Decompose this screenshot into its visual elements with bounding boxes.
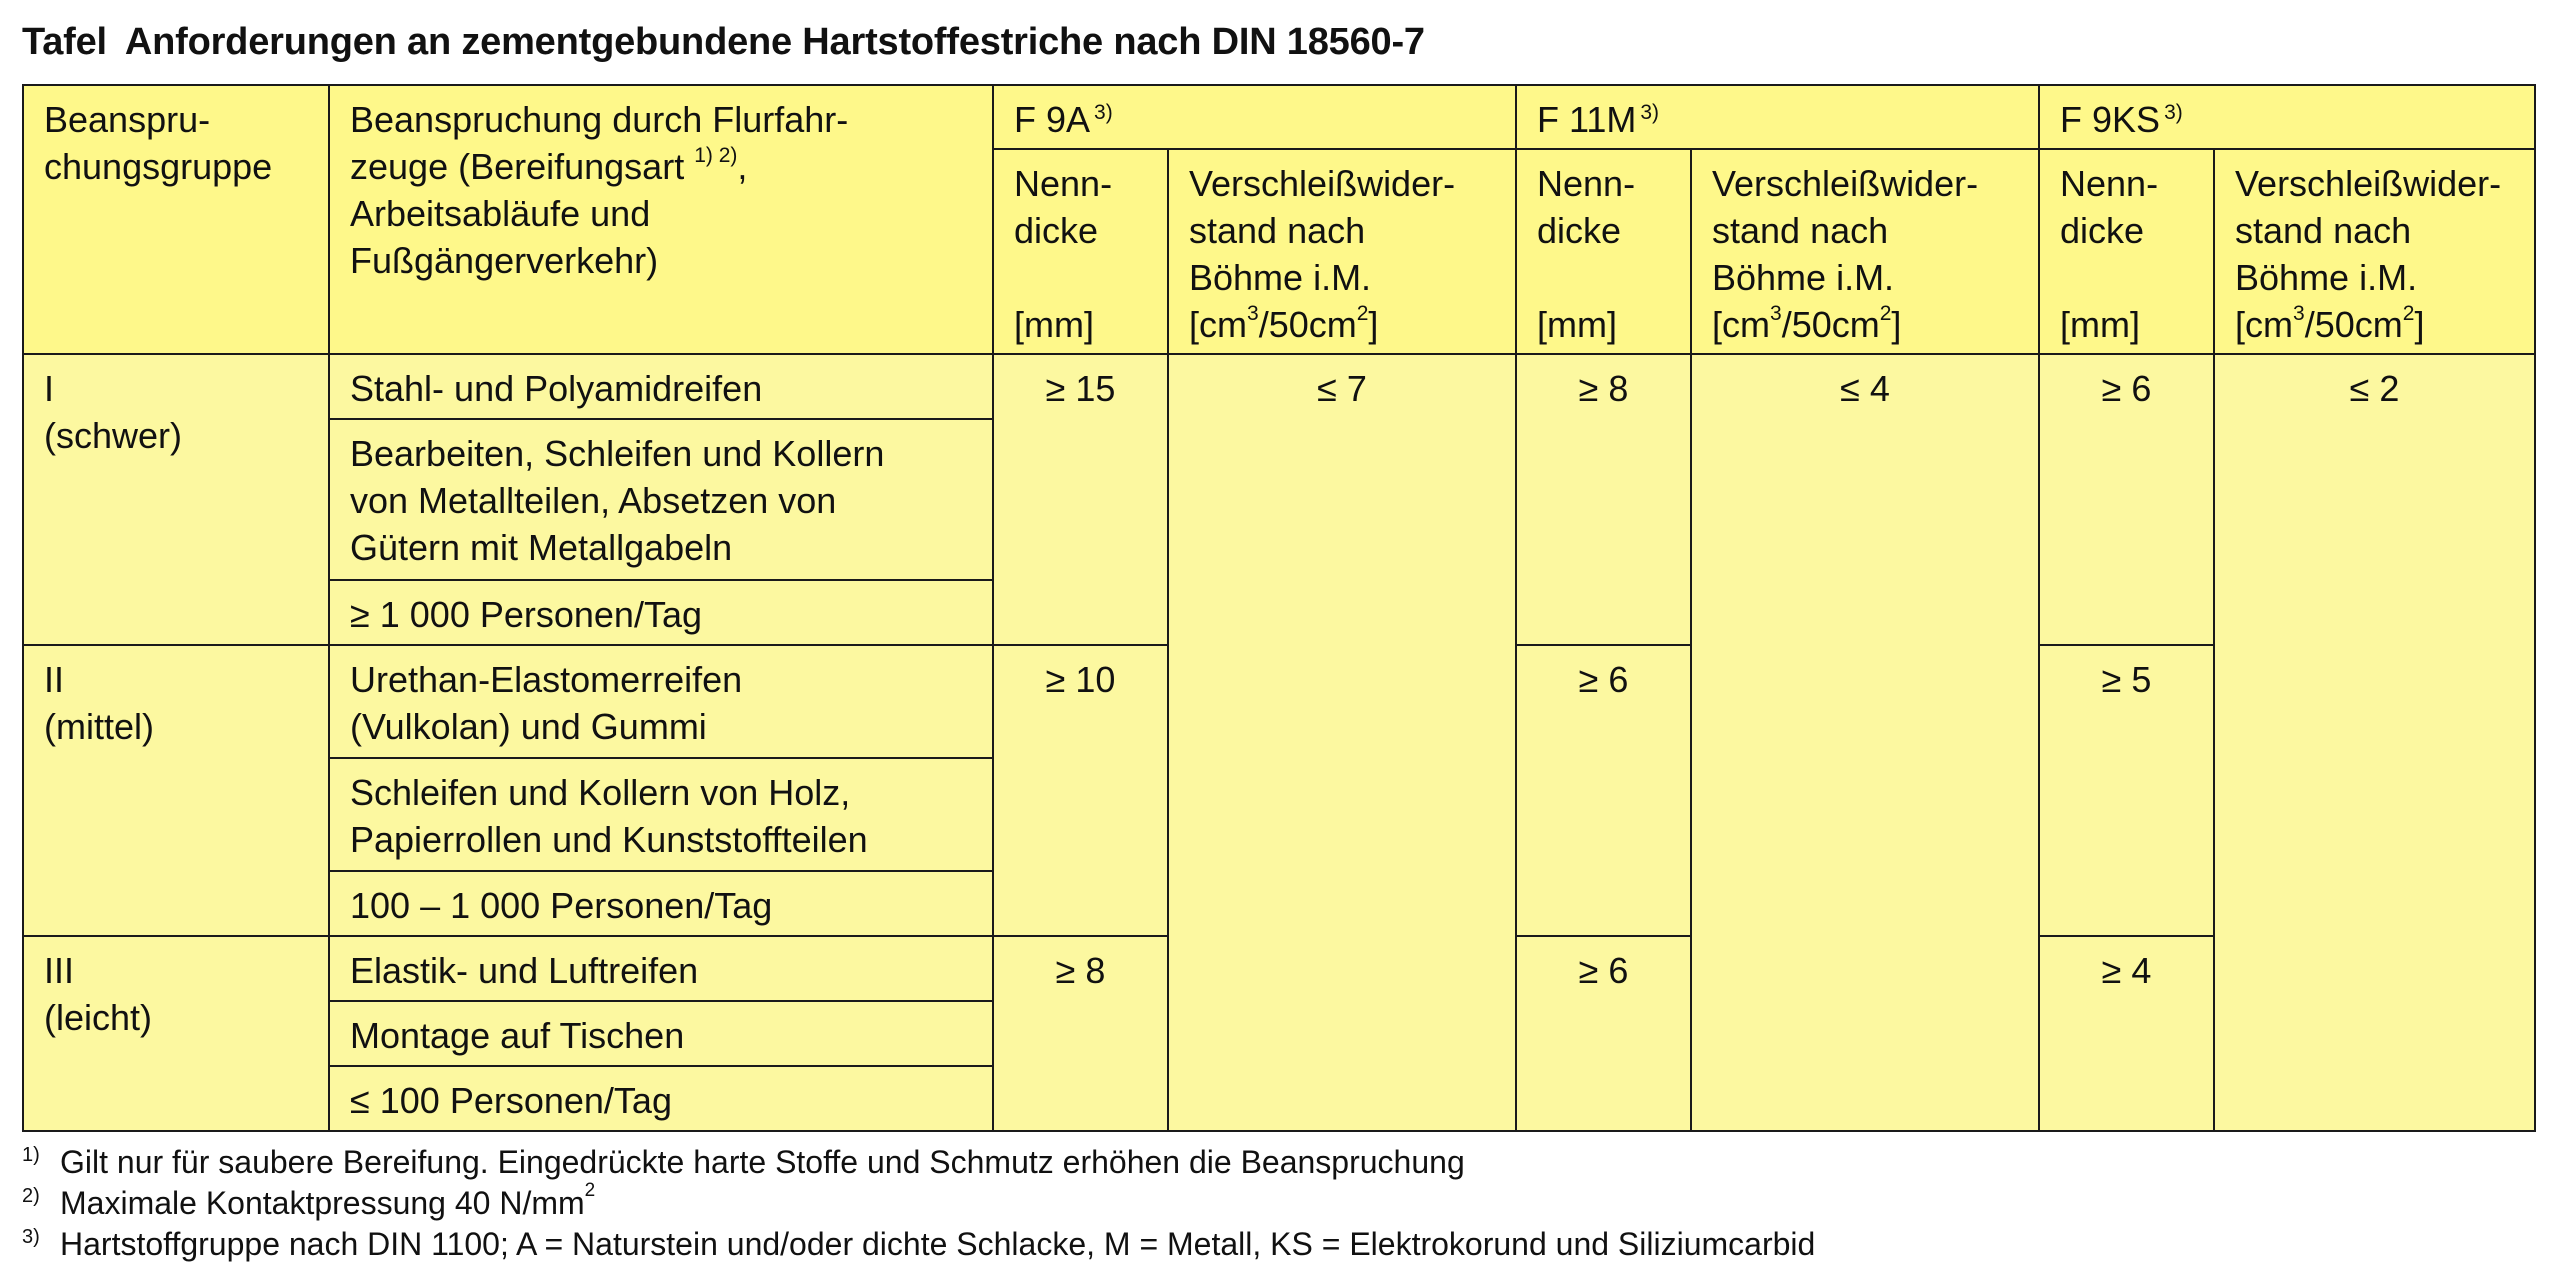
wear-label-3: Böhme i.M. [1712,257,1895,298]
wear-unit-sup2: 2 [1356,302,1369,325]
group-name: III [44,949,75,991]
nenn-header-f9ks [2039,149,2214,354]
wear-unit-b: /50cm [1258,304,1357,345]
load-line: Urethan-Elastomerreifen [350,658,743,700]
nenn-value-f11m: ≥ 8 [1516,354,1691,645]
wear-label-1: Verschleißwider- [1189,163,1456,204]
load-line: Montage auf Tischen [350,1014,685,1056]
grade-header-f9ks [2039,85,2535,149]
wear-label-1: Verschleißwider- [2235,163,2502,204]
footnote-3 [22,1224,2522,1265]
nenn-label-1: Nenn- [1014,163,1113,204]
grade-note-f11m: 3) [1640,101,1660,124]
title-text: Anforderungen an zementgebundene Hartstoffestriche nach DIN 18560-7 [124,21,1425,63]
group-name: I [44,368,55,409]
header-desc-line2 [350,143,972,190]
header-desc-line1: Beanspruchung durch Flurfahr- [350,99,849,140]
wear-unit-c: ] [2414,304,2425,345]
footnote-text: Hartstoffgruppe nach DIN 1100; A = Naturstein und/oder dichte Schlacke, M = Metall, KS = Elektrokorund und Siliziumcarbid [60,1226,1816,1262]
wear-unit-a: [cm [1712,304,1770,345]
wear-unit [1712,301,2018,348]
header-group-line2: chungsgruppe [44,146,273,187]
load-description [329,419,993,580]
wear-unit-sup1: 3 [2293,302,2305,325]
footnote-mark: 3) [22,1226,40,1248]
table-title [22,22,1425,64]
wear-label-3: Böhme i.M. [1189,257,1372,298]
footnote-text-wrap [60,1180,596,1224]
wear-value-f11m: ≤ 4 [1691,354,2039,1131]
group-level: (mittel) [44,705,154,747]
wear-unit-b: /50cm [1781,304,1880,345]
footnote-text: Gilt nur für saubere Bereifung. Eingedrückte harte Stoffe und Schmutz erhöhen die Beanspruchung [60,1144,1465,1180]
load-description [329,871,993,936]
group-cell-2 [23,645,329,936]
wear-label-2: stand nach [1189,210,1366,251]
footnotes [22,1142,2522,1265]
grade-header-f9a [993,85,1516,149]
footnote-2 [22,1180,2522,1224]
load-description [329,580,993,645]
header-desc-footnote-ref: 1) 2) [694,144,738,167]
grade-note-f9ks: 3) [2164,101,2183,124]
nenn-label-2: dicke [1014,210,1099,251]
wear-unit-sup2: 2 [1879,302,1892,325]
wear-unit-sup1: 3 [1247,302,1259,325]
grade-note-f9a: 3) [1094,101,1113,124]
footnote-mark: 2) [22,1185,40,1207]
header-desc-line3: Arbeitsabläufe und [350,193,651,234]
load-line: Papierrollen und Kunststoffteilen [350,818,868,860]
nenn-value-f9a: ≥ 8 [993,936,1168,1131]
grade-name-f9ks: F 9KS [2060,99,2161,140]
header-desc-line4: Fußgängerverkehr) [350,240,659,281]
group-cell-3 [23,936,329,1131]
group-level: (schwer) [44,415,183,456]
load-line: Gütern mit Metallgabeln [350,527,733,569]
wear-value-f9a: ≤ 7 [1168,354,1516,1131]
wear-unit-a: [cm [1189,304,1247,345]
group-name: II [44,658,65,700]
load-description [329,354,993,419]
load-line: Elastik- und Luftreifen [350,949,699,991]
load-description [329,1001,993,1066]
grade-name-f9a: F 9A [1014,99,1091,140]
grade-header-f11m [1516,85,2039,149]
nenn-value-f11m: ≥ 6 [1516,645,1691,936]
nenn-header-f9a [993,149,1168,354]
nenn-unit: [mm] [2060,304,2140,345]
wear-header-f9a [1168,149,1516,354]
footnote-mark: 1) [22,1144,40,1166]
group-cell-1 [23,354,329,645]
nenn-value-f9ks: ≥ 5 [2039,645,2214,936]
wear-header-f11m [1691,149,2039,354]
nenn-value-f9ks: ≥ 4 [2039,936,2214,1131]
header-desc-comma: , [737,146,748,187]
nenn-label-1: Nenn- [1537,163,1636,204]
load-line: ≤ 100 Personen/Tag [350,1079,672,1121]
load-line: (Vulkolan) und Gummi [350,705,707,747]
wear-unit [1189,301,1495,348]
wear-label-2: stand nach [2235,210,2412,251]
wear-label-3: Böhme i.M. [2235,257,2418,298]
load-line: Stahl- und Polyamidreifen [350,368,763,409]
footnote-text: Maximale Kontaktpressung 40 N/mm [60,1185,585,1221]
nenn-value-f9a: ≥ 10 [993,645,1168,936]
wear-unit-c: ] [1891,304,1902,345]
nenn-value-f9a: ≥ 15 [993,354,1168,645]
header-group-line1: Beanspru- [44,99,211,140]
load-line: Schleifen und Kollern von Holz, [350,771,851,813]
header-group-cell [23,85,329,354]
wear-unit-a: [cm [2235,304,2294,345]
title-lead: Tafel [22,21,107,63]
wear-unit-sup2: 2 [2402,302,2415,325]
load-line: 100 – 1 000 Personen/Tag [350,884,773,926]
nenn-label-2: dicke [2060,210,2145,251]
wear-value-f9ks: ≤ 2 [2214,354,2535,1131]
wear-unit-sup1: 3 [1770,302,1782,325]
wear-unit-b: /50cm [2304,304,2403,345]
load-description [329,645,993,758]
nenn-label-2: dicke [1537,210,1622,251]
header-desc-line2-text: zeuge (Bereifungsart [350,146,685,187]
wear-header-f9ks [2214,149,2535,354]
load-description [329,1066,993,1131]
grade-name-f11m: F 11M [1537,99,1637,140]
footnote-1 [22,1142,2522,1183]
wear-label-1: Verschleißwider- [1712,163,1979,204]
nenn-value-f11m: ≥ 6 [1516,936,1691,1131]
load-description [329,936,993,1001]
nenn-header-f11m [1516,149,1691,354]
nenn-unit: [mm] [1537,304,1617,345]
load-line: ≥ 1 000 Personen/Tag [350,593,703,635]
wear-unit-c: ] [1368,304,1379,345]
nenn-unit: [mm] [1014,304,1094,345]
load-line: Bearbeiten, Schleifen und Kollern [350,433,885,475]
header-desc-cell [329,85,993,354]
wear-unit [2235,301,2514,348]
group-level: (leicht) [44,996,153,1038]
nenn-label-1: Nenn- [2060,163,2159,204]
load-description [329,758,993,871]
load-line: von Metallteilen, Absetzen von [350,480,837,522]
nenn-value-f9ks: ≥ 6 [2039,354,2214,645]
wear-label-2: stand nach [1712,210,1889,251]
requirements-table [22,84,2536,1132]
footnote-sup: 2 [584,1180,596,1202]
